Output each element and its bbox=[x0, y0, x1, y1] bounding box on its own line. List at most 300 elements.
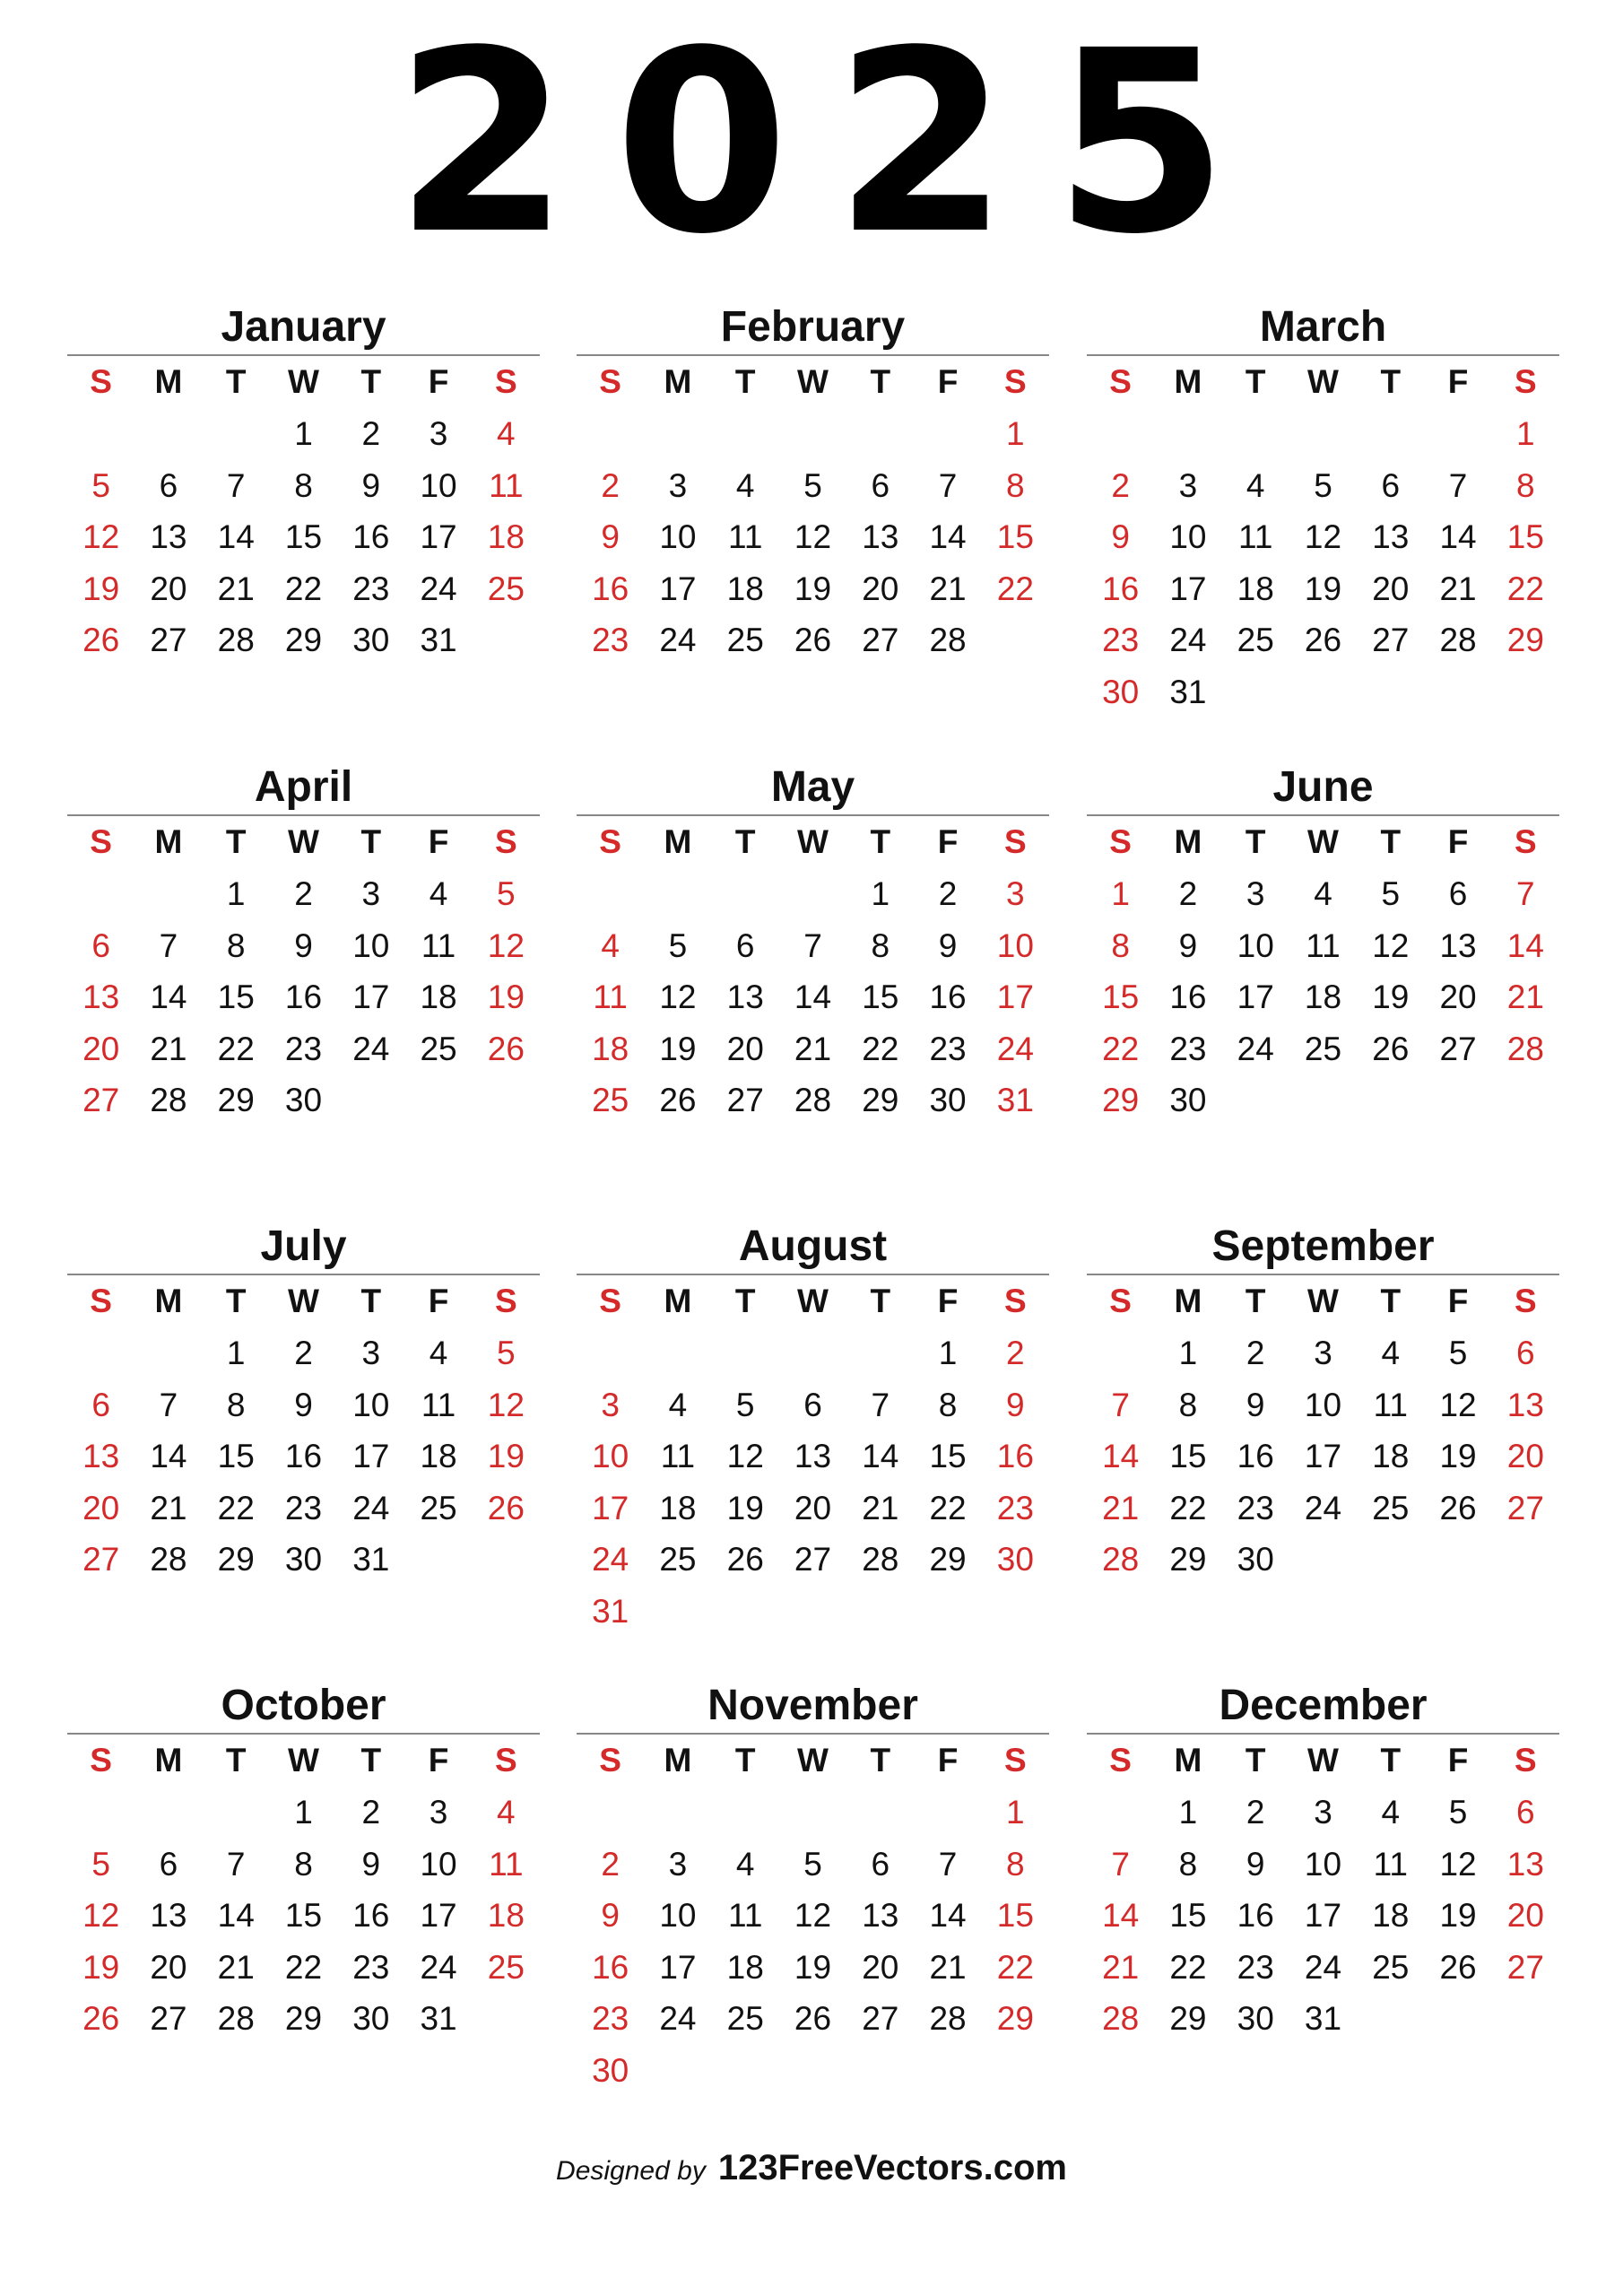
weekday-header: T bbox=[360, 1283, 382, 1319]
day-cell: 15 bbox=[996, 518, 1034, 555]
day-cell: 21 bbox=[1506, 978, 1544, 1015]
weekday-header: S bbox=[90, 1742, 112, 1779]
day-cell: 4 bbox=[1245, 466, 1265, 504]
day-cell: 30 bbox=[284, 1082, 323, 1118]
day-cell: 2 bbox=[361, 1794, 381, 1831]
day-cell: 17 bbox=[352, 1438, 390, 1474]
day-cell: 28 bbox=[794, 1082, 832, 1118]
day-cell: 12 bbox=[1372, 926, 1410, 964]
day-cell: 15 bbox=[1506, 518, 1544, 555]
weekday-header: T bbox=[870, 823, 891, 860]
day-cell: 15 bbox=[284, 1897, 323, 1934]
day-cell: 11 bbox=[1373, 1386, 1408, 1423]
day-cell: 28 bbox=[862, 1541, 899, 1578]
day-cell: 11 bbox=[1306, 926, 1341, 964]
day-cell: 10 bbox=[1169, 518, 1207, 555]
day-cell: 13 bbox=[794, 1438, 832, 1474]
day-cell: 29 bbox=[284, 622, 323, 658]
day-grid bbox=[67, 816, 540, 1126]
empty-day-cell bbox=[135, 868, 202, 920]
day-cell: 7 bbox=[159, 926, 178, 964]
month-name: December bbox=[1219, 1682, 1428, 1729]
day-cell: 30 bbox=[1102, 673, 1140, 710]
weekday-header: S bbox=[495, 1283, 517, 1319]
day-cell: 31 bbox=[1304, 2000, 1342, 2037]
day-cell: 13 bbox=[82, 978, 120, 1015]
day-cell: 9 bbox=[1006, 1386, 1025, 1423]
day-cell: 2 bbox=[601, 466, 620, 504]
day-cell: 3 bbox=[668, 466, 688, 504]
day-cell: 10 bbox=[352, 1386, 390, 1423]
day-cell: 26 bbox=[1372, 1030, 1410, 1067]
day-cell: 20 bbox=[82, 1030, 120, 1067]
day-cell: 20 bbox=[150, 1948, 187, 1986]
day-cell: 11 bbox=[489, 1845, 524, 1883]
day-cell: 2 bbox=[1006, 1335, 1025, 1371]
weekday-header: M bbox=[664, 363, 692, 400]
empty-day-cell bbox=[914, 408, 981, 460]
day-cell: 9 bbox=[1111, 518, 1130, 555]
day-cell: 12 bbox=[659, 978, 697, 1015]
weekday-header: M bbox=[1174, 823, 1202, 860]
weekday-header: S bbox=[1004, 1742, 1027, 1779]
day-cell: 25 bbox=[1372, 1489, 1410, 1526]
day-cell: 21 bbox=[794, 1030, 832, 1067]
footer-credit bbox=[0, 2148, 1623, 2202]
weekday-header: T bbox=[360, 823, 382, 860]
day-cell: 29 bbox=[862, 1082, 899, 1118]
day-cell: 2 bbox=[294, 1335, 313, 1371]
day-cell: 29 bbox=[284, 2000, 323, 2037]
day-cell: 12 bbox=[794, 1897, 832, 1934]
weekday-header: T bbox=[1245, 1742, 1266, 1779]
empty-day-cell bbox=[577, 868, 644, 920]
day-cell: 26 bbox=[726, 1541, 764, 1578]
day-cell: 5 bbox=[803, 1845, 822, 1883]
day-cell: 8 bbox=[938, 1386, 958, 1423]
day-cell: 4 bbox=[497, 1794, 516, 1831]
day-cell: 31 bbox=[592, 1592, 629, 1630]
day-cell: 10 bbox=[996, 926, 1034, 964]
weekday-header: F bbox=[937, 1283, 959, 1319]
day-cell: 20 bbox=[862, 570, 899, 607]
month-january bbox=[67, 300, 540, 666]
day-cell: 17 bbox=[659, 1948, 697, 1986]
day-cell: 30 bbox=[929, 1082, 967, 1118]
day-cell: 22 bbox=[862, 1030, 899, 1067]
empty-day-cell bbox=[135, 1787, 202, 1839]
empty-day-cell bbox=[1154, 408, 1221, 460]
day-grid bbox=[577, 356, 1049, 666]
day-cell: 1 bbox=[1006, 1794, 1025, 1831]
empty-day-cell bbox=[644, 408, 711, 460]
day-cell: 6 bbox=[871, 1845, 890, 1883]
day-cell: 7 bbox=[803, 926, 822, 964]
day-cell: 10 bbox=[592, 1438, 629, 1474]
day-cell: 19 bbox=[487, 978, 525, 1015]
weekday-header: W bbox=[797, 1283, 829, 1319]
month-november bbox=[577, 1679, 1049, 2096]
weekday-header: S bbox=[1109, 363, 1132, 400]
day-cell: 7 bbox=[1111, 1386, 1130, 1423]
day-cell: 12 bbox=[1439, 1386, 1477, 1423]
day-cell: 6 bbox=[159, 466, 178, 504]
weekday-header: W bbox=[288, 1283, 319, 1319]
day-cell: 25 bbox=[487, 1948, 525, 1986]
weekday-header: M bbox=[1174, 1742, 1202, 1779]
weekday-header: M bbox=[154, 823, 183, 860]
day-cell: 1 bbox=[871, 875, 890, 912]
day-cell: 31 bbox=[420, 2000, 457, 2037]
day-cell: 27 bbox=[1439, 1030, 1477, 1067]
day-cell: 31 bbox=[1169, 673, 1207, 710]
day-cell: 11 bbox=[1237, 518, 1273, 555]
day-cell: 6 bbox=[1516, 1335, 1535, 1371]
weekday-header: T bbox=[1245, 1283, 1266, 1319]
month-name: January bbox=[221, 303, 386, 351]
day-cell: 6 bbox=[803, 1386, 822, 1423]
day-cell: 25 bbox=[1372, 1948, 1410, 1986]
weekday-header: W bbox=[1307, 1283, 1339, 1319]
weekday-header: S bbox=[1109, 1283, 1132, 1319]
empty-day-cell bbox=[712, 1327, 779, 1379]
day-cell: 16 bbox=[929, 978, 967, 1015]
day-cell: 29 bbox=[1102, 1082, 1140, 1118]
day-cell: 13 bbox=[1506, 1845, 1544, 1883]
weekday-header: W bbox=[288, 823, 319, 860]
day-cell: 3 bbox=[1178, 466, 1198, 504]
day-cell: 28 bbox=[217, 2000, 255, 2037]
day-cell: 6 bbox=[91, 926, 110, 964]
day-cell: 1 bbox=[294, 415, 313, 452]
day-cell: 13 bbox=[150, 518, 187, 555]
day-cell: 8 bbox=[1178, 1386, 1198, 1423]
day-cell: 4 bbox=[497, 415, 516, 452]
day-cell: 23 bbox=[592, 622, 629, 658]
day-cell: 10 bbox=[1304, 1845, 1342, 1883]
weekday-header: M bbox=[664, 1283, 692, 1319]
empty-day-cell bbox=[779, 868, 846, 920]
day-cell: 18 bbox=[726, 1948, 764, 1986]
day-cell: 16 bbox=[1169, 978, 1207, 1015]
day-cell: 19 bbox=[726, 1489, 764, 1526]
day-cell: 16 bbox=[1237, 1897, 1274, 1934]
weekday-header: M bbox=[1174, 1283, 1202, 1319]
day-cell: 15 bbox=[1102, 978, 1140, 1015]
day-grid bbox=[67, 1735, 540, 2045]
day-cell: 2 bbox=[1111, 466, 1130, 504]
day-cell: 21 bbox=[217, 570, 255, 607]
day-cell: 9 bbox=[361, 1845, 381, 1883]
day-cell: 5 bbox=[1448, 1335, 1468, 1371]
month-february bbox=[577, 300, 1049, 666]
month-april bbox=[67, 761, 540, 1126]
day-cell: 28 bbox=[1439, 622, 1477, 658]
day-cell: 25 bbox=[726, 2000, 764, 2037]
day-cell: 27 bbox=[150, 622, 187, 658]
weekday-header: F bbox=[428, 1742, 449, 1779]
day-cell: 31 bbox=[420, 622, 457, 658]
month-name: June bbox=[1272, 763, 1374, 811]
day-cell: 30 bbox=[284, 1541, 323, 1578]
month-march bbox=[1087, 300, 1559, 718]
day-cell: 3 bbox=[1006, 875, 1025, 912]
day-cell: 29 bbox=[1169, 2000, 1207, 2037]
day-cell: 6 bbox=[1381, 466, 1401, 504]
day-cell: 12 bbox=[794, 518, 832, 555]
day-cell: 27 bbox=[794, 1541, 832, 1578]
brand-name: 123FreeVectors.com bbox=[717, 2148, 1067, 2187]
empty-day-cell bbox=[1424, 408, 1491, 460]
day-cell: 11 bbox=[727, 1897, 763, 1934]
day-cell: 19 bbox=[82, 1948, 120, 1986]
empty-day-cell bbox=[135, 1327, 202, 1379]
day-cell: 26 bbox=[1439, 1948, 1477, 1986]
weekday-header: S bbox=[90, 823, 112, 860]
day-cell: 17 bbox=[659, 570, 697, 607]
day-cell: 7 bbox=[226, 1845, 246, 1883]
day-cell: 9 bbox=[1245, 1386, 1265, 1423]
day-cell: 20 bbox=[1506, 1897, 1544, 1934]
weekday-header: T bbox=[1245, 823, 1266, 860]
day-cell: 21 bbox=[929, 570, 967, 607]
day-cell: 21 bbox=[1102, 1489, 1140, 1526]
day-cell: 25 bbox=[726, 622, 764, 658]
day-cell: 15 bbox=[217, 1438, 255, 1474]
day-cell: 30 bbox=[1169, 1082, 1207, 1118]
weekday-header: F bbox=[428, 363, 449, 400]
weekday-header: S bbox=[90, 1283, 112, 1319]
day-cell: 9 bbox=[294, 926, 313, 964]
month-september bbox=[1087, 1220, 1559, 1586]
day-cell: 3 bbox=[429, 1794, 448, 1831]
weekday-header: T bbox=[1380, 823, 1402, 860]
day-cell: 5 bbox=[735, 1386, 755, 1423]
day-cell: 1 bbox=[226, 1335, 246, 1371]
day-cell: 28 bbox=[150, 1082, 187, 1118]
day-cell: 10 bbox=[1237, 926, 1274, 964]
day-cell: 3 bbox=[601, 1386, 620, 1423]
day-cell: 6 bbox=[735, 926, 755, 964]
year-digit: 0 bbox=[614, 0, 789, 290]
day-cell: 16 bbox=[592, 570, 629, 607]
weekday-header: F bbox=[937, 363, 959, 400]
day-cell: 24 bbox=[1237, 1030, 1274, 1067]
day-cell: 4 bbox=[1314, 875, 1332, 912]
day-cell: 15 bbox=[1169, 1897, 1207, 1934]
day-cell: 20 bbox=[726, 1030, 764, 1067]
weekday-header: M bbox=[1174, 363, 1202, 400]
weekday-header: T bbox=[360, 1742, 382, 1779]
day-cell: 24 bbox=[352, 1489, 390, 1526]
day-cell: 13 bbox=[862, 518, 899, 555]
day-cell: 30 bbox=[352, 2000, 390, 2037]
month-july bbox=[67, 1220, 540, 1586]
day-cell: 9 bbox=[361, 466, 381, 504]
empty-day-cell bbox=[712, 1787, 779, 1839]
month-name: November bbox=[707, 1682, 918, 1729]
day-cell: 8 bbox=[1006, 1845, 1025, 1883]
day-cell: 29 bbox=[996, 2000, 1034, 2037]
month-june bbox=[1087, 761, 1559, 1126]
day-cell: 26 bbox=[794, 2000, 832, 2037]
day-cell: 10 bbox=[659, 518, 697, 555]
day-cell: 24 bbox=[420, 570, 457, 607]
day-cell: 26 bbox=[487, 1489, 525, 1526]
day-cell: 17 bbox=[420, 1897, 457, 1934]
day-cell: 25 bbox=[420, 1489, 457, 1526]
day-cell: 4 bbox=[735, 466, 755, 504]
day-cell: 24 bbox=[1304, 1948, 1342, 1986]
weekday-header: F bbox=[1447, 1742, 1469, 1779]
day-cell: 20 bbox=[862, 1948, 899, 1986]
weekday-header: S bbox=[1109, 823, 1132, 860]
day-cell: 2 bbox=[1245, 1335, 1265, 1371]
weekday-header: F bbox=[1447, 823, 1469, 860]
day-cell: 11 bbox=[489, 466, 524, 504]
month-may bbox=[577, 761, 1049, 1126]
day-cell: 29 bbox=[217, 1082, 255, 1118]
empty-day-cell bbox=[1087, 1787, 1154, 1839]
empty-day-cell bbox=[577, 1327, 644, 1379]
day-cell: 14 bbox=[217, 1897, 255, 1934]
month-name: October bbox=[221, 1682, 386, 1729]
day-cell: 7 bbox=[1448, 466, 1468, 504]
day-cell: 30 bbox=[1237, 1541, 1274, 1578]
empty-day-cell bbox=[779, 1327, 846, 1379]
weekday-header: S bbox=[599, 1742, 621, 1779]
weekday-header: S bbox=[90, 363, 112, 400]
day-cell: 22 bbox=[996, 570, 1034, 607]
day-cell: 24 bbox=[420, 1948, 457, 1986]
day-cell: 25 bbox=[1237, 622, 1274, 658]
month-name: May bbox=[770, 763, 855, 811]
day-cell: 6 bbox=[871, 466, 890, 504]
month-name: July bbox=[260, 1222, 347, 1270]
day-cell: 2 bbox=[938, 875, 958, 912]
day-cell: 16 bbox=[352, 1897, 390, 1934]
day-cell: 12 bbox=[82, 518, 120, 555]
day-grid bbox=[577, 816, 1049, 1126]
weekday-header: S bbox=[599, 823, 621, 860]
day-grid bbox=[67, 356, 540, 666]
day-cell: 23 bbox=[352, 570, 390, 607]
day-cell: 9 bbox=[1245, 1845, 1265, 1883]
empty-day-cell bbox=[67, 1327, 135, 1379]
day-cell: 3 bbox=[361, 875, 381, 912]
designed-by-label: Designed by bbox=[556, 2156, 706, 2186]
day-cell: 28 bbox=[1102, 1541, 1140, 1578]
day-cell: 29 bbox=[929, 1541, 967, 1578]
day-cell: 8 bbox=[226, 926, 246, 964]
day-cell: 20 bbox=[1506, 1438, 1544, 1474]
day-cell: 27 bbox=[1372, 622, 1410, 658]
empty-day-cell bbox=[1357, 408, 1424, 460]
empty-day-cell bbox=[577, 1787, 644, 1839]
day-cell: 23 bbox=[284, 1030, 323, 1067]
day-cell: 2 bbox=[1245, 1794, 1265, 1831]
day-cell: 1 bbox=[938, 1335, 958, 1371]
day-cell: 24 bbox=[592, 1541, 629, 1578]
day-cell: 14 bbox=[217, 518, 255, 555]
day-cell: 21 bbox=[862, 1489, 899, 1526]
empty-day-cell bbox=[1289, 408, 1357, 460]
day-cell: 16 bbox=[996, 1438, 1034, 1474]
day-cell: 28 bbox=[929, 2000, 967, 2037]
day-cell: 2 bbox=[1178, 875, 1198, 912]
empty-day-cell bbox=[67, 868, 135, 920]
day-cell: 26 bbox=[82, 622, 120, 658]
day-cell: 17 bbox=[996, 978, 1034, 1015]
day-cell: 1 bbox=[226, 875, 246, 912]
day-cell: 19 bbox=[794, 1948, 832, 1986]
day-cell: 6 bbox=[159, 1845, 178, 1883]
weekday-header: W bbox=[1307, 1742, 1339, 1779]
day-cell: 20 bbox=[82, 1489, 120, 1526]
day-cell: 22 bbox=[1169, 1948, 1207, 1986]
day-cell: 1 bbox=[1178, 1794, 1198, 1831]
empty-day-cell bbox=[203, 408, 270, 460]
day-cell: 10 bbox=[352, 926, 390, 964]
weekday-header: T bbox=[1380, 1742, 1402, 1779]
empty-day-cell bbox=[846, 408, 914, 460]
weekday-header: W bbox=[1307, 823, 1339, 860]
weekday-header: S bbox=[495, 363, 517, 400]
day-cell: 16 bbox=[352, 518, 390, 555]
day-cell: 23 bbox=[1169, 1030, 1207, 1067]
day-cell: 14 bbox=[929, 518, 967, 555]
day-cell: 27 bbox=[82, 1082, 120, 1118]
day-cell: 10 bbox=[420, 1845, 457, 1883]
weekday-header: W bbox=[288, 1742, 319, 1779]
day-cell: 17 bbox=[1237, 978, 1274, 1015]
day-cell: 18 bbox=[487, 518, 525, 555]
day-cell: 8 bbox=[294, 1845, 313, 1883]
day-cell: 8 bbox=[1178, 1845, 1198, 1883]
day-cell: 20 bbox=[1372, 570, 1410, 607]
day-cell: 7 bbox=[1111, 1845, 1130, 1883]
day-cell: 23 bbox=[1237, 1948, 1274, 1986]
day-cell: 7 bbox=[938, 466, 958, 504]
day-cell: 5 bbox=[497, 875, 516, 912]
weekday-header: T bbox=[734, 1742, 756, 1779]
weekday-header: F bbox=[1447, 1283, 1469, 1319]
weekday-header: T bbox=[225, 823, 247, 860]
day-cell: 29 bbox=[1169, 1541, 1207, 1578]
day-cell: 15 bbox=[862, 978, 899, 1015]
empty-day-cell bbox=[914, 1787, 981, 1839]
day-cell: 8 bbox=[1111, 926, 1130, 964]
day-cell: 14 bbox=[1439, 518, 1477, 555]
day-cell: 24 bbox=[659, 622, 697, 658]
day-cell: 11 bbox=[593, 978, 628, 1015]
day-cell: 12 bbox=[82, 1897, 120, 1934]
day-cell: 8 bbox=[1516, 466, 1535, 504]
weekday-header: M bbox=[154, 363, 183, 400]
day-cell: 10 bbox=[1304, 1386, 1342, 1423]
day-cell: 19 bbox=[794, 570, 832, 607]
day-cell: 12 bbox=[726, 1438, 764, 1474]
day-grid bbox=[1087, 1275, 1559, 1586]
day-cell: 26 bbox=[1439, 1489, 1477, 1526]
day-cell: 4 bbox=[668, 1386, 688, 1423]
day-cell: 7 bbox=[938, 1845, 958, 1883]
day-cell: 18 bbox=[1304, 978, 1342, 1015]
day-cell: 8 bbox=[226, 1386, 246, 1423]
day-cell: 24 bbox=[352, 1030, 390, 1067]
day-cell: 18 bbox=[487, 1897, 525, 1934]
day-cell: 25 bbox=[487, 570, 525, 607]
